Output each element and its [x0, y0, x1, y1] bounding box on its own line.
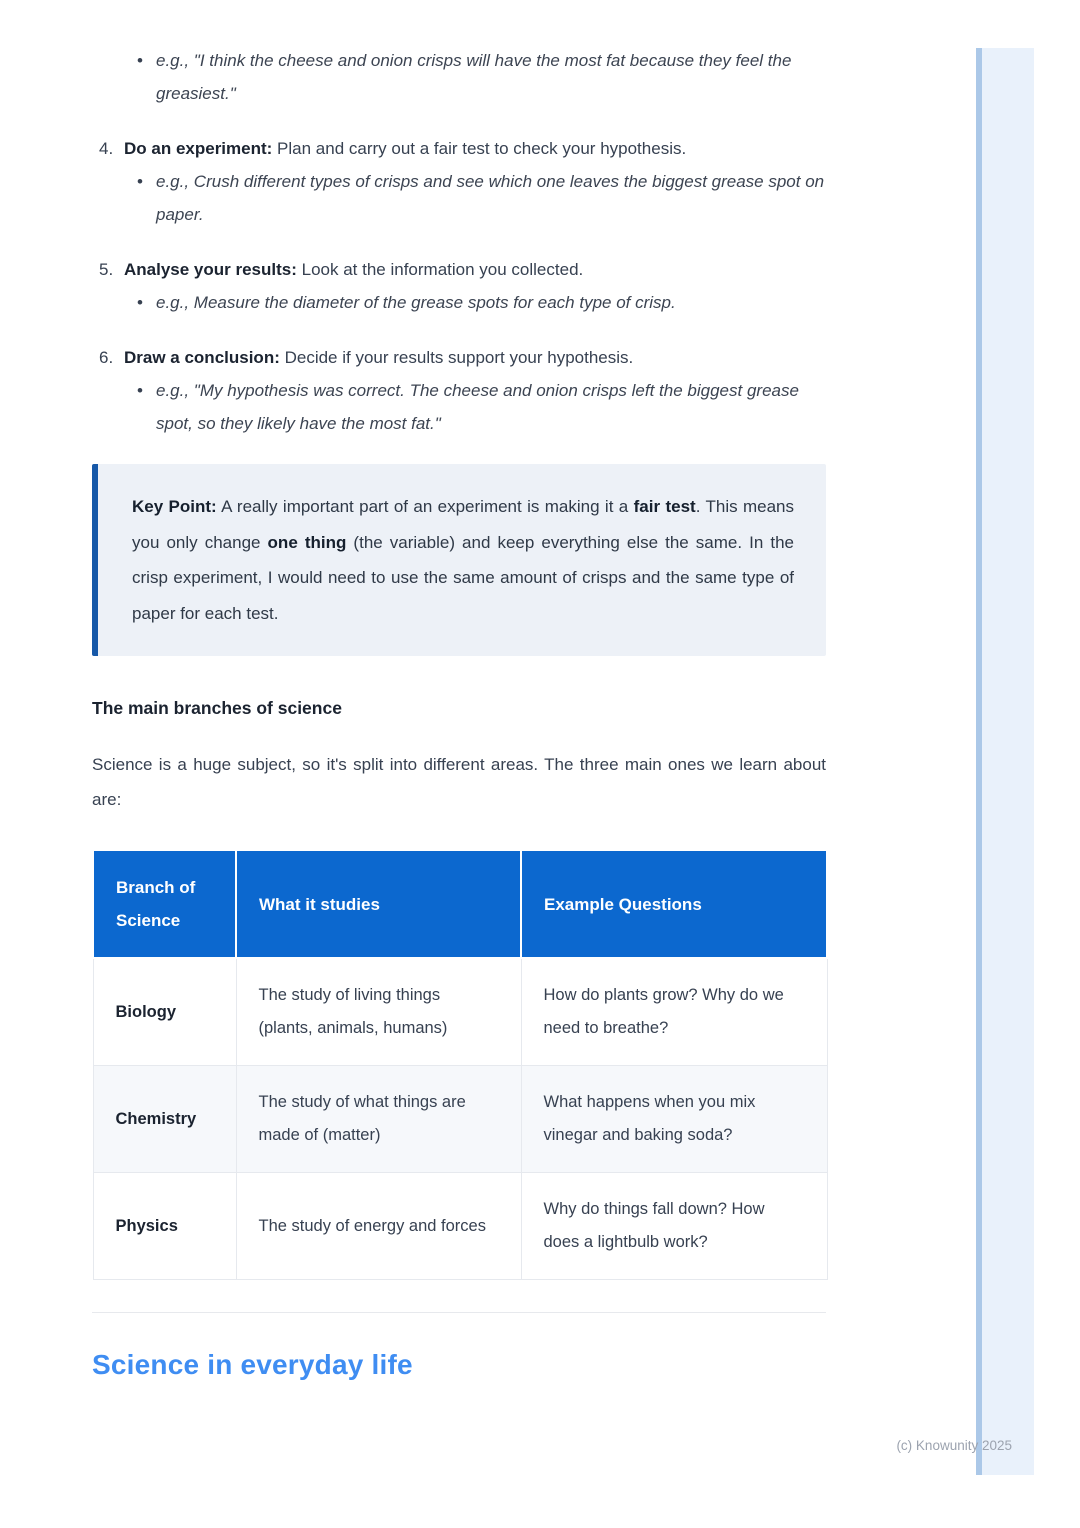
next-section-title: Science in everyday life	[92, 1349, 413, 1380]
step-text	[92, 341, 826, 374]
table-row	[93, 1066, 827, 1173]
step-number: 4.	[99, 139, 114, 158]
questions-cell: How do plants grow? Why do we need to breathe?	[521, 958, 827, 1066]
keypoint-label: Key Point:	[132, 497, 217, 516]
example-text: e.g., Measure the diameter of the grease spots for each type of crisp.	[156, 293, 676, 312]
branch-cell: Chemistry	[93, 1066, 236, 1173]
keypoint-text: A really important part of an experiment is making it a	[216, 497, 634, 516]
example-text: e.g., Crush different types of crisps and see which one leaves the biggest grease spot on paper.	[156, 172, 825, 224]
step-label: Do an experiment:	[124, 139, 273, 158]
keypoint-text: . This means you only change	[132, 497, 795, 552]
keypoint-callout	[92, 464, 826, 656]
numbered-step	[92, 253, 826, 319]
example-text: e.g., "I think the cheese and onion crisps will have the most fat because they feel the greasiest."	[156, 51, 792, 103]
bullet-icon: •	[137, 172, 143, 191]
keypoint-bold-term: fair test	[633, 497, 696, 516]
page-scroll-panel	[976, 48, 1034, 1475]
studies-cell: The study of energy and forces	[236, 1173, 521, 1280]
step-body: Look at the information you collected.	[296, 260, 584, 279]
table-header-cell: Branch of Science	[93, 850, 236, 958]
step-body: Decide if your results support your hypothesis.	[279, 348, 634, 367]
example-bullet-item	[92, 286, 826, 319]
step-label: Draw a conclusion:	[124, 348, 280, 367]
table-row	[93, 1173, 827, 1280]
keypoint-bold-term: one thing	[267, 532, 347, 552]
example-bullet-item	[92, 374, 826, 440]
bullet-icon: •	[137, 381, 143, 400]
questions-cell: Why do things fall down? How does a lightbulb work?	[521, 1173, 827, 1280]
bullet-icon: •	[137, 51, 143, 70]
branch-cell: Physics	[93, 1173, 236, 1280]
table-header-cell: Example Questions	[521, 850, 827, 958]
section-divider	[92, 1312, 826, 1313]
step-label: Analyse your results:	[124, 260, 297, 279]
example-bullet-item	[92, 44, 826, 110]
example-bullet-item	[92, 165, 826, 231]
keypoint-text: (the variable) and keep everything else the same. In the crisp experiment, I would need to use the same amount of crisps and the same type of paper for each test.	[132, 532, 795, 623]
table-row	[93, 958, 827, 1066]
step-body: Plan and carry out a fair test to check your hypothesis.	[272, 139, 687, 158]
step-text	[92, 253, 826, 286]
branches-of-science-table	[92, 849, 828, 1280]
studies-cell: The study of living things (plants, animals, humans)	[236, 958, 521, 1066]
section-intro-paragraph: Science is a huge subject, so it's split into different areas. The three main ones we learn about are:	[92, 755, 826, 809]
numbered-step	[92, 132, 826, 231]
numbered-step	[92, 341, 826, 440]
branch-cell: Biology	[93, 958, 236, 1066]
studies-cell: The study of what things are made of (matter)	[236, 1066, 521, 1173]
step-number: 5.	[99, 260, 114, 279]
document-content	[92, 44, 826, 1381]
copyright-footer: (c) Knowunity 2025	[896, 1438, 1012, 1453]
table-header-row	[93, 850, 827, 958]
questions-cell: What happens when you mix vinegar and baking soda?	[521, 1066, 827, 1173]
step-number: 6.	[99, 348, 114, 367]
step-text	[92, 132, 826, 165]
bullet-icon: •	[137, 293, 143, 312]
scrollbar-thumb[interactable]	[976, 48, 982, 1475]
table-header-cell: What it studies	[236, 850, 521, 958]
section-heading: The main branches of science	[92, 698, 342, 718]
example-text: e.g., "My hypothesis was correct. The cheese and onion crisps left the biggest grease spot, so they likely have the most fat."	[156, 381, 799, 433]
